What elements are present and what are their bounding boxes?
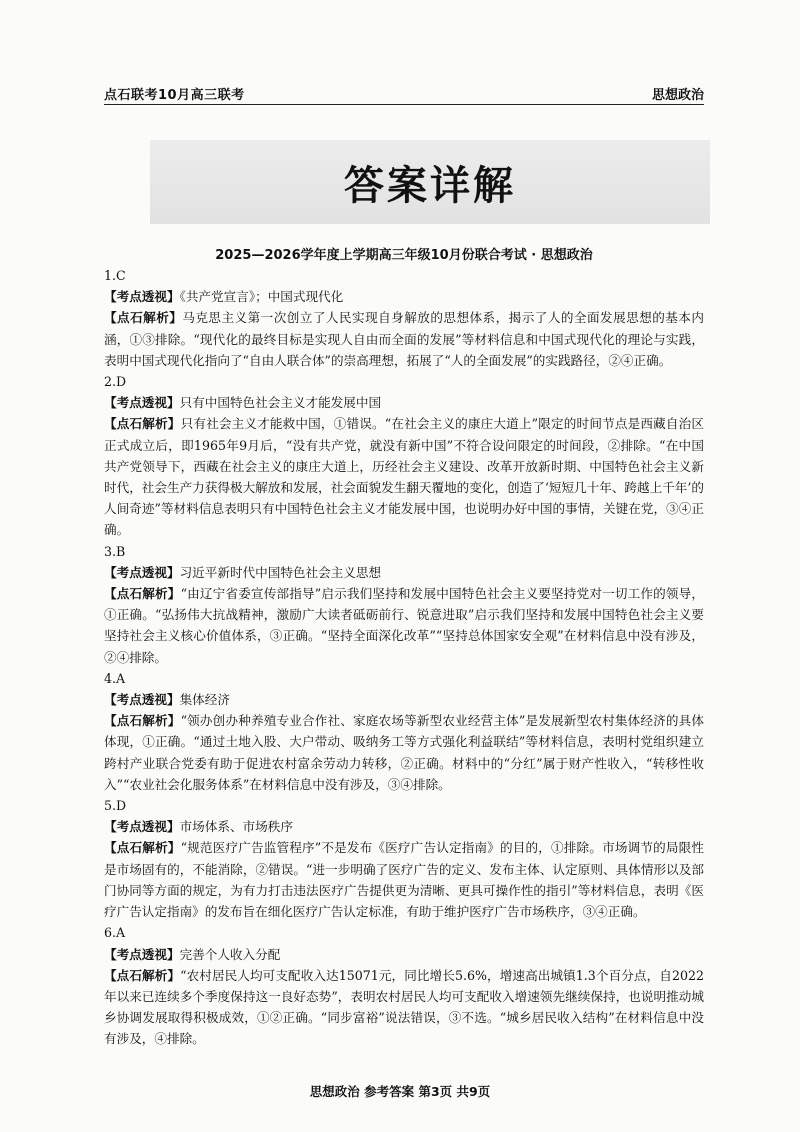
- focus-line: [104, 562, 704, 583]
- header-divider: [104, 104, 704, 105]
- analysis-line: [104, 307, 704, 371]
- analysis-tag: 【点石解析】: [104, 713, 181, 729]
- analysis-tag: 【点石解析】: [104, 310, 183, 326]
- analysis-line: [104, 965, 704, 1050]
- question-number: 2.D: [104, 374, 127, 390]
- analysis-text: “由辽宁省委宣传部指导”启示我们坚持和发展中国特色社会主义要坚持党对一切工作的领导，①正确。“弘扬伟大抗战精神，激励广大读者砥砺前行、锐意进取”启示我们坚持和发展中国特色社会主义要坚持社会主义核心价值体系，③正确。“坚持全面深化改革”“坚持总体国家安全观”在材料信息中没有涉及，②④排除。: [104, 586, 704, 665]
- analysis-text: 只有社会主义才能救中国，①错误。“在社会主义的康庄大道上”限定的时间节点是西藏自治区正式成立后，即1965年9月后，“没有共产党，就没有新中国”不符合设问限定的时间段，②排除。“在中国共产党领导下，西藏在社会主义的康庄大道上，历经社会主义建设、改革开放新时期、中国特色社会主义新时代，社会生产力获得极大解放和发展，社会面貌发生翻天覆地的变化，创造了‘短短几十年、跨越上千年’的人间奇迹”等材料信息表明只有中国特色社会主义才能发展中国，也说明办好中国的事情，关键在党，③④正确。: [104, 416, 704, 538]
- page-title: 答案详解: [344, 162, 516, 209]
- focus-text: 完善个人收入分配: [179, 946, 281, 962]
- focus-tag: 【考点透视】: [104, 395, 180, 411]
- analysis-tag: 【点石解析】: [104, 840, 181, 856]
- focus-text: 市场体系、市场秩序: [179, 819, 293, 835]
- analysis-line: [104, 710, 704, 795]
- title-band: [150, 140, 710, 224]
- analysis-text: “农村居民人均可支配收入达15071元，同比增长5.6%，增速高出城镇1.3个百分点，自2022年以来已连续多个季度保持这一良好态势”，表明农村居民人均可支配收入增速领先继续保持，也说明推动城乡协调发展取得积极成效，①②正确。“同步富裕”说法错误，③不选。“城乡居民收入结构”在材料信息中没有涉及，④排除。: [104, 967, 705, 1047]
- analysis-line: [104, 413, 704, 540]
- focus-text: 《共产党宣言》；中国式现代化: [179, 289, 344, 305]
- focus-tag: 【考点透视】: [104, 692, 180, 708]
- answer-item: [104, 265, 704, 371]
- analysis-line: [104, 837, 704, 922]
- subject-label: 思想政治: [651, 88, 704, 103]
- focus-line: [104, 392, 704, 413]
- focus-line: [104, 944, 704, 965]
- question-number: 5.D: [104, 798, 127, 814]
- focus-tag: 【考点透视】: [104, 819, 180, 835]
- question-number: 3.B: [104, 543, 126, 559]
- focus-line: [104, 816, 704, 837]
- focus-text: 只有中国特色社会主义才能发展中国: [179, 395, 382, 411]
- focus-text: 集体经济: [179, 692, 230, 708]
- answer-item: [104, 922, 704, 1049]
- exam-subtitle: 2025—2026学年度上学期高三年级10月份联合考试 · 思想政治: [215, 248, 593, 263]
- focus-tag: 【考点透视】: [104, 946, 180, 962]
- question-number: 4.A: [104, 670, 126, 686]
- focus-line: [104, 286, 704, 307]
- analysis-text: “规范医疗广告监管程序”不是发布《医疗广告认定指南》的目的，①排除。市场调节的局限性是市场固有的，不能消除，②错误。“进一步明确了医疗广告的定义、发布主体、认定原则、具体情形以及部门协同等方面的规定，为有力打击违法医疗广告提供更为清晰、更具可操作性的指引”等材料信息，表明《医疗广告认定指南》的发布旨在细化医疗广告认定标准，有助于维护医疗广告市场秩序，③④正确。: [104, 840, 704, 920]
- exam-series-label: 点石联考10月高三联考: [104, 88, 245, 103]
- answer-item: [104, 541, 704, 668]
- answer-item: [104, 795, 704, 922]
- focus-tag: 【考点透视】: [104, 289, 180, 305]
- question-number: 1.C: [104, 268, 126, 283]
- answer-item: [104, 371, 704, 541]
- analysis-tag: 【点石解析】: [104, 586, 181, 602]
- focus-line: [104, 689, 704, 710]
- answer-list: [104, 265, 704, 1050]
- analysis-text: 马克思主义第一次创立了人民实现自身解放的思想体系，揭示了人的全面发展思想的基本内涵，①③排除。“现代化的最终目标是实现人自由而全面的发展”等材料信息和中国式现代化的理论与实践，表明中国式现代化指向了“自由人联合体”的崇高理想，拓展了“人的全面发展”的实践路径，②④正确。: [104, 310, 705, 368]
- analysis-tag: 【点石解析】: [104, 416, 181, 432]
- analysis-tag: 【点石解析】: [104, 967, 181, 983]
- focus-text: 习近平新时代中国特色社会主义思想: [179, 564, 382, 580]
- page-footer: 思想政治 参考答案 第3页 共9页: [309, 1084, 491, 1099]
- focus-tag: 【考点透视】: [104, 564, 180, 580]
- question-number: 6.A: [104, 925, 126, 941]
- analysis-line: [104, 583, 704, 668]
- analysis-text: “领办创办种养殖专业合作社、家庭农场等新型农业经营主体”是发展新型农村集体经济的具体体现，①正确。“通过土地入股、大户带动、吸纳务工等方式强化利益联结”等材料信息，表明村党组织建立跨村产业联合党委有助于促进农村富余劳动力转移，②正确。材料中的“分红”属于财产性收入，“转移性收入”“农业社会化服务体系”在材料信息中没有涉及，③④排除。: [104, 713, 704, 792]
- answer-item: [104, 668, 704, 795]
